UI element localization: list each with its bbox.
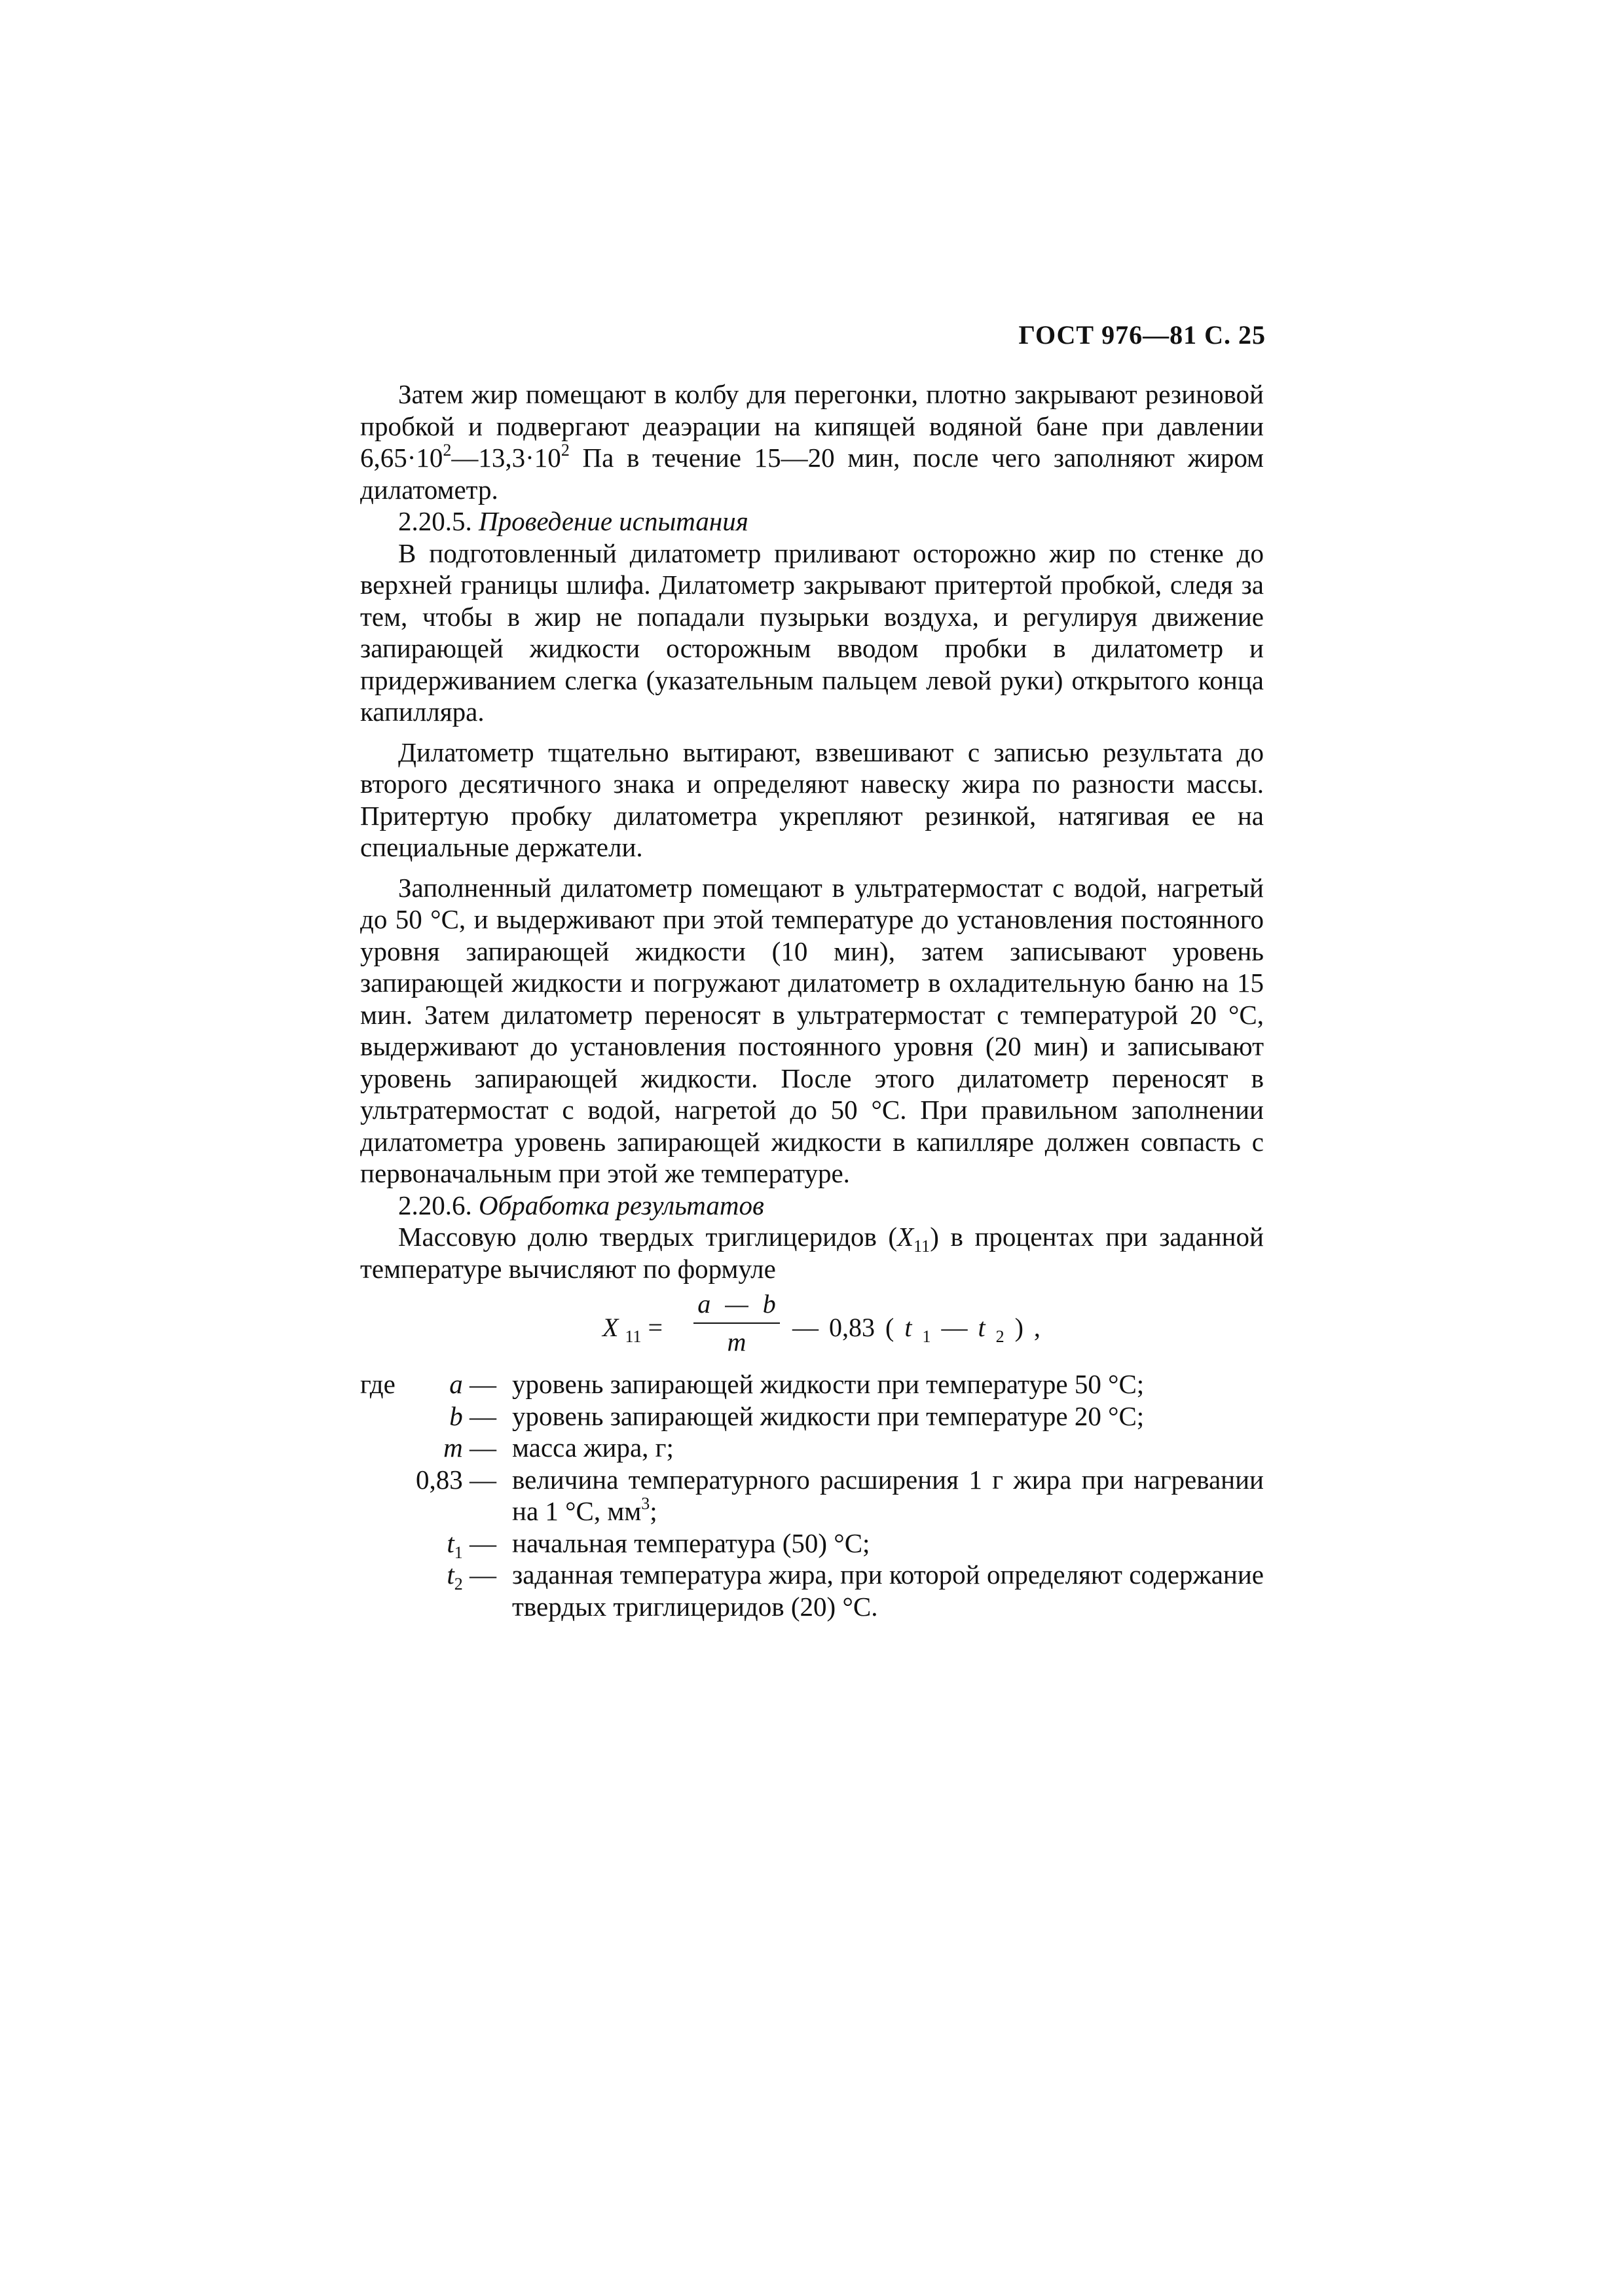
legend-item-t1: $t_1$ — начальная температура (50) °С; [447, 1527, 870, 1562]
formula-lhs: X $_{11}$ = [602, 1313, 663, 1346]
section-heading-test: 2.20.5. Проведение испытания [398, 506, 748, 536]
legend-item-coefficient: 0,83 — величина температурного расширения 1 г жира при нагревании на 1 °С, $мм^3$; [416, 1464, 1264, 1526]
section-heading-results: 2.20.6. Обработка результатов [398, 1190, 764, 1220]
legend-item-t2: $t_2$ — заданная температура жира, при которой определяют содержание твердых триглицеридов (20) °С. [447, 1559, 1264, 1622]
paragraph-formula-intro: Массовую долю твердых триглицеридов $(X_{11})$ в процентах при заданной температуре вычисляют по формуле [360, 1222, 1264, 1284]
symbol-legend [360, 1368, 1264, 1622]
formula-denominator: m [727, 1327, 746, 1357]
legend-item-a: где a — уровень запирающей жидкости при температуре 50 °С; [360, 1369, 1145, 1399]
legend-item-b: b — уровень запирающей жидкости при температуре 20 °С; [449, 1400, 1145, 1431]
fraction-bar [693, 1322, 780, 1324]
paragraph-deaeration: Затем жир помещают в колбу для перегонки, плотно закрывают резиновой пробкой и подвергают деаэрации на кипящей водяной бане при давлении $6,65\cdot 10^2—13,3\cdot 10^2$ Па в течение 15—20 мин, после чего заполняют жиром дилатометр. [360, 379, 1264, 505]
page-header: ГОСТ 976—81 С. 25 [1018, 320, 1266, 350]
document-body [360, 378, 1264, 1622]
paragraph-weighing: Дилатометр тщательно вытирают, взвешивают с записью результата до второго десятичного знака и определяют навеску жира по разности массы. Притертую пробку дилатометра укрепляют резинкой, натягивая ее на специальные держатели. [360, 737, 1264, 862]
legend-item-m: m — масса жира, г; [443, 1432, 674, 1463]
paragraph-filling: В подготовленный дилатометр приливают осторожно жир по стенке до верхней границы шлифа. Дилатометр закрывают притертой пробкой, следя за тем, чтобы в жир не попадали пузырьки воздуха, и регулируя движение запирающей жидкости осторожным вводом пробки в дилатометр и придерживанием слегка (указательным пальцем левой руки) открытого конца капилляра. [360, 538, 1264, 727]
formula-fraction [691, 1288, 783, 1358]
paragraph-thermostat: Заполненный дилатометр помещают в ультратермостат с водой, нагретый до 50 °С, и выдерживают при этой температуре до установления постоянного уровня запирающей жидкости (10 мин), затем записывают уровень запирающей жидкости и погружают дилатометр в охладительную баню на 15 мин. Затем дилатометр переносят в ультратермостат с температурой 20 °С, выдерживают до установления постоянного уровня (20 мин) и записывают уровень запирающей жидкости. После этого дилатометр переносят в ультратермостат с водой, нагретой до 50 °С. При правильном заполнении дилатометра уровень запирающей жидкости в капилляре должен совпасть с первоначальным при этой же температуре. [360, 872, 1264, 1188]
formula-numerator: a — b [697, 1289, 776, 1319]
formula-rhs: — 0,83 ( t $_1$ — t $_2$ ) , [792, 1313, 1041, 1346]
formula [360, 1288, 1264, 1366]
